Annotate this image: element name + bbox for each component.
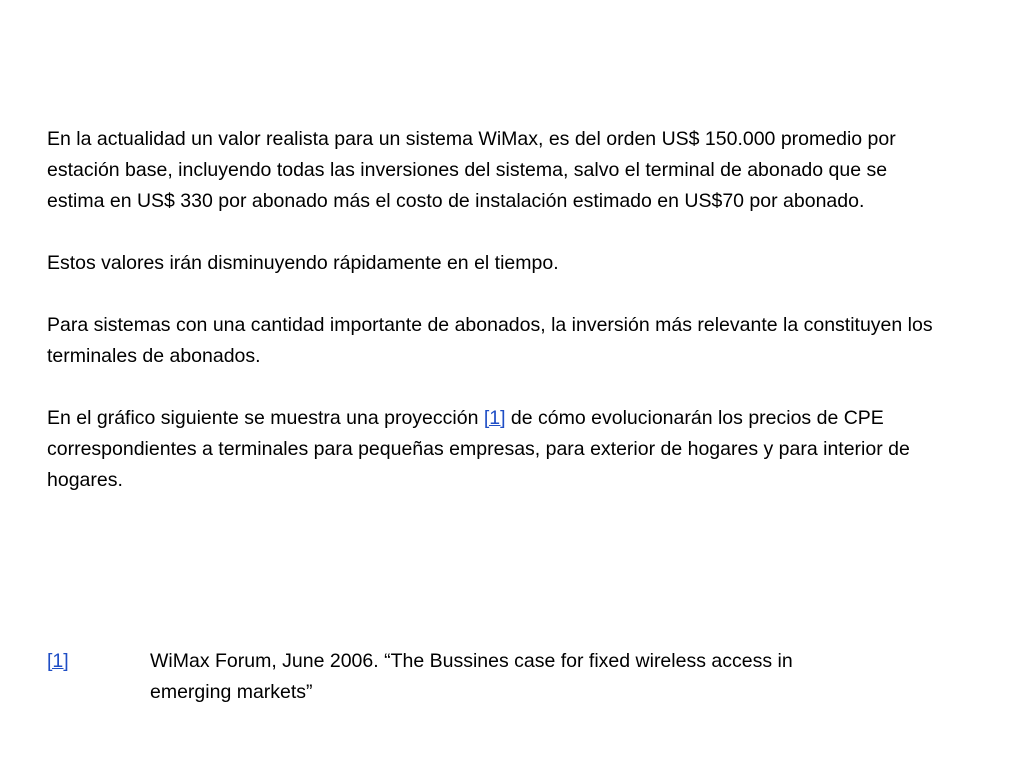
footnote-marker-link[interactable]: [1] [47,650,69,672]
paragraph-cpe-projection-tail: de cómo evolucionarán los precios de CPE correspondientes a terminales para pequeñas empresas, para exterior de hogares y para interior de hogares. [47,407,910,491]
footnote-text: WiMax Forum, June 2006. “The Bussines case for fixed wireless access in emerging markets” [150,650,793,703]
paragraph-wimax-cost: En la actualidad un valor realista para un sistema WiMax, es del orden US$ 150.000 promedio por estación base, incluyendo todas las inversiones del sistema, salvo el terminal de abonado que se estima en US$ 330 por abonado más el costo de instalación estimado en US$70 por abonado. [47,128,896,212]
paragraph-cpe-projection-lead: En el gráfico siguiente se muestra una proyección [47,407,484,429]
footnote-reference-link[interactable]: [1] [483,407,506,429]
paragraph-price-decrease: Estos valores irán disminuyendo rápidamente en el tiempo. [47,252,559,274]
slide-body [47,124,937,527]
paragraph-cpe-projection [47,403,937,496]
paragraph-subscriber-investment: Para sistemas con una cantidad importante de abonados, la inversión más relevante la constituyen los terminales de abonados. [47,314,933,367]
